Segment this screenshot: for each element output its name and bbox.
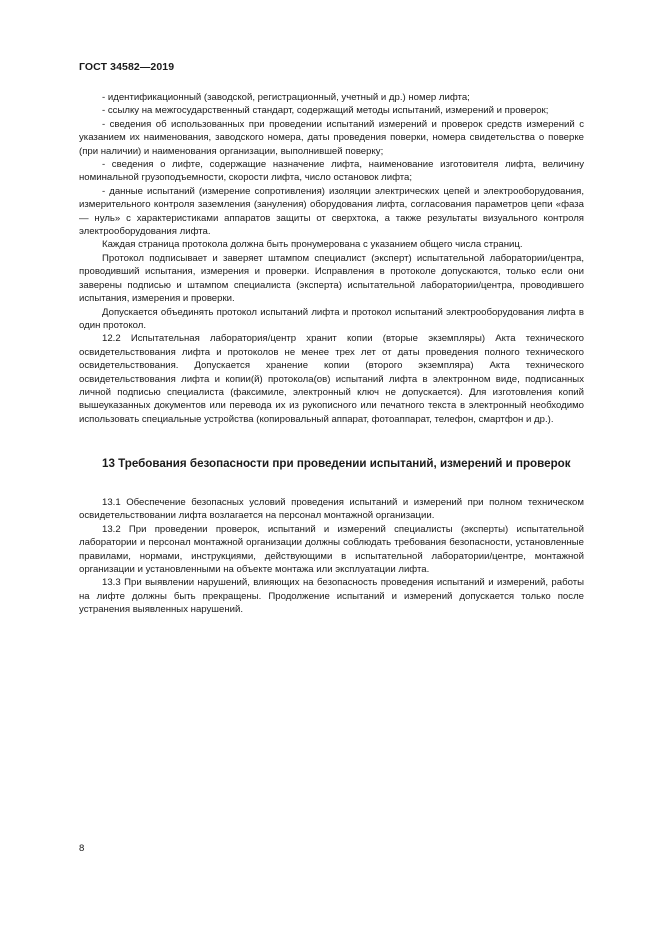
section-13-body <box>79 496 584 617</box>
paragraph-13-2: 13.2 При проведении проверок, испытаний и измерений специалисты (эксперты) испытательной лаборатории и персонал монтажной организации должны соблюдать требования безопасности, установленные правилами, нормами, инструкциями, действующими в испытательной лаборатории/центре, монтажной организации и установленными на объекте монтажа или эксплуатации лифта. <box>79 523 584 576</box>
list-item-id-number: - идентификационный (заводской, регистрационный, учетный и др.) номер лифта; <box>102 92 470 103</box>
continuation-text <box>79 91 584 426</box>
paragraph-12-2: 12.2 Испытательная лаборатория/центр хранит копии (вторые экземпляры) Акта технического освидетельствования лифта и протоколов не менее трех лет от даты проведения полного технического освидетельствования. Допускается хранение копии (второго экземпляра) Акта технического освидетельствования лифта и копии(й) протокола(ов) испытаний лифта в электронном виде, подписанных личной подписью специалиста (факсимиле, электронный ключ не допускается). Для изготовления копий вышеуказанных документов или перевода их из рукописного или печатного текста в электронный необходимо использовать специальные устройства (копировальный аппарат, фотоаппарат, телефон, смартфон и др.). <box>79 333 584 425</box>
paragraph-13-3: 13.3 При выявлении нарушений, влияющих на безопасность проведения испытаний и измерений, работы на лифте должны быть прекращены. Продолжение испытаний и измерений допускается только после устранения выявленных нарушений. <box>79 577 584 616</box>
paragraph-protocol-merge: Допускается объединять протокол испытаний лифта и протокол испытаний электрооборудования лифта в один протокол. <box>79 306 584 331</box>
paragraph-protocol-signing: Протокол подписывает и заверяет штампом специалист (эксперт) испытательной лаборатории/центра, проводивший испытания, измерения и проверки. Исправления в протоколе допускаются, только если они заверены подписью и штампом специалиста (эксперта) испытательной лаборатории/центра, проводившего испытания, измерения и проверки. <box>79 252 584 305</box>
list-item-test-data: - данные испытаний (измерение сопротивления) изоляции электрических цепей и электрооборудования, измерительного контроля заземления (зануления) оборудования лифта, согласования параметров цепи «фаза — нуль» с характеристиками аппаратов защиты от сверхтока, а также результаты визуального контроля электрооборудования лифта. <box>79 185 584 238</box>
list-item-standard-reference: - ссылку на межгосударственный стандарт, содержащий методы испытаний, измерений и проверок; <box>102 105 549 117</box>
page-number: 8 <box>79 843 85 854</box>
section-13-title: 13 Требования безопасности при проведении испытаний, измерений и проверок <box>102 457 571 470</box>
paragraph-page-numbering: Каждая страница протокола должна быть пронумерована с указанием общего числа страниц. <box>102 239 523 251</box>
list-item-lift-info: - сведения о лифте, содержащие назначение лифта, наименование изготовителя лифта, величину номинальной грузоподъемности, скорости лифта, число остановок лифта; <box>79 159 584 184</box>
paragraph-13-1: 13.1 Обеспечение безопасных условий проведения испытаний и измерений при полном техническом освидетельствовании лифта возлагается на персонал монтажной организации. <box>79 497 584 522</box>
list-item-measuring-instruments: - сведения об использованных при проведении испытаний измерений и проверок средств измерений с указанием их наименования, заводского номера, даты проведения поверки, номера свидетельства о поверке (при наличии) и наименования организации, выполнившей поверку; <box>79 118 584 157</box>
document-code-header: ГОСТ 34582—2019 <box>79 61 175 73</box>
